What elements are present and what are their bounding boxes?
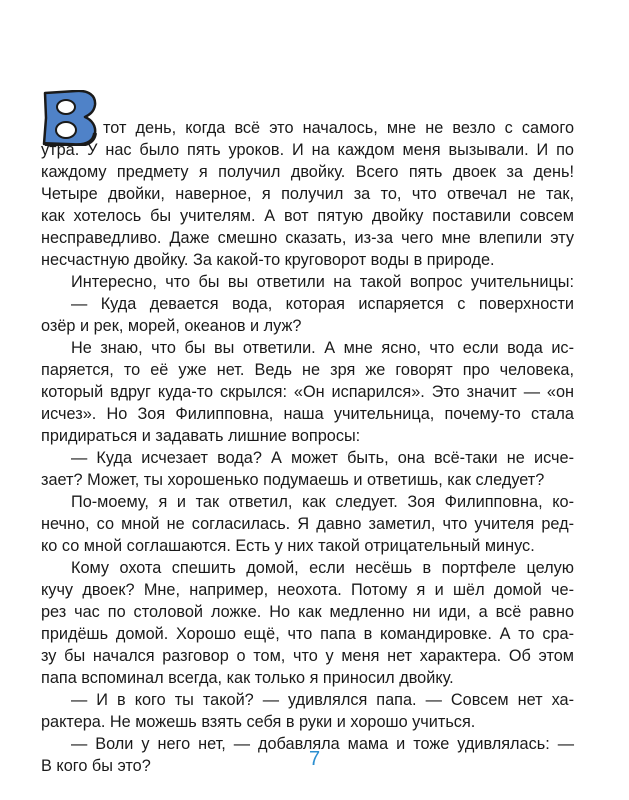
page-number: 7 xyxy=(308,748,321,770)
text-line: ко со мной соглашаются. Есть у них такой отрицательный минус. xyxy=(41,537,535,555)
text-line: зу бы начался разговор о том, что у меня нет характера. Об этом xyxy=(41,647,574,665)
text-line: Кому охота спешить домой, если несёшь в портфеле целую xyxy=(71,559,574,577)
text-line: придёшь домой. Хорошо ещё, что папа в командировке. А то сра- xyxy=(41,625,574,643)
text-line: рактера. Не можешь взять себя в руки и хорошо учиться. xyxy=(41,713,476,731)
text-line: В кого бы это? xyxy=(41,757,151,775)
text-line: несправедливо. Даже смешно сказать, из-за чего мне влепили эту xyxy=(41,229,574,247)
text-line: — Куда девается вода, которая испаряется с поверхности xyxy=(71,295,574,313)
text-line: озёр и рек, морей, океанов и луж? xyxy=(41,317,302,335)
text-line: — Куда исчезает вода? А может быть, она всё-таки не исче- xyxy=(71,449,574,467)
text-line: паряется, то её уже нет. Ведь не зря же говорят про человека, xyxy=(41,361,574,379)
text-line: каждому предмету я получил двойку. Всего пять двоек за день! xyxy=(41,163,574,181)
text-line: нечно, со мной не согласилась. Я давно заметил, что учителя ред- xyxy=(41,515,574,533)
text-line: исчез». Но Зоя Филипповна, наша учительница, почему-то стала xyxy=(41,405,574,423)
text-line: Интересно, что бы вы ответили на такой вопрос учительницы: xyxy=(71,273,574,291)
text-line: который вдруг куда-то скрылся: «Он испарился». Это значит — «он xyxy=(41,383,574,401)
text-line: — И в кого ты такой? — удивлялся папа. — Совсем нет ха- xyxy=(71,691,574,709)
text-line: папа вспоминал всегда, как только я приносил двойку. xyxy=(41,669,454,687)
drop-cap-eye-upper xyxy=(57,100,75,114)
text-line: кучу двоек? Мне, например, неохота. Потому я и шёл домой че- xyxy=(41,581,574,599)
text-line: придираться и задавать лишние вопросы: xyxy=(41,427,361,445)
text-line: утра. У нас было пять уроков. И на каждом меня вызывали. И по xyxy=(41,141,574,159)
text-line: По-моему, я и так ответил, как следует. Зоя Филипповна, ко- xyxy=(71,493,574,511)
text-line: несчастную двойку. За какой-то круговорот воды в природе. xyxy=(41,251,495,269)
text-line: как хотелось бы учителям. А вот пятую двойку поставили совсем xyxy=(41,207,574,225)
text-line: тот день, когда всё это началось, мне не везло с самого xyxy=(103,119,574,137)
text-line: — Воли у него нет, — добавляла мама и тоже удивлялась: — xyxy=(71,735,574,753)
drop-cap-eye-lower xyxy=(56,122,76,138)
text-line: Не знаю, что бы вы ответили. А мне ясно, что если вода ис- xyxy=(71,339,574,357)
text-line: Четыре двойки, наверное, я получил за то, что отвечал не так, xyxy=(41,185,574,203)
text-line: рез час по столовой ложке. Но как медленно ни иди, а всё равно xyxy=(41,603,574,621)
drop-cap-initial xyxy=(40,90,98,146)
text-line: зает? Может, ты хорошенько подумаешь и ответишь, как следует? xyxy=(41,471,545,489)
